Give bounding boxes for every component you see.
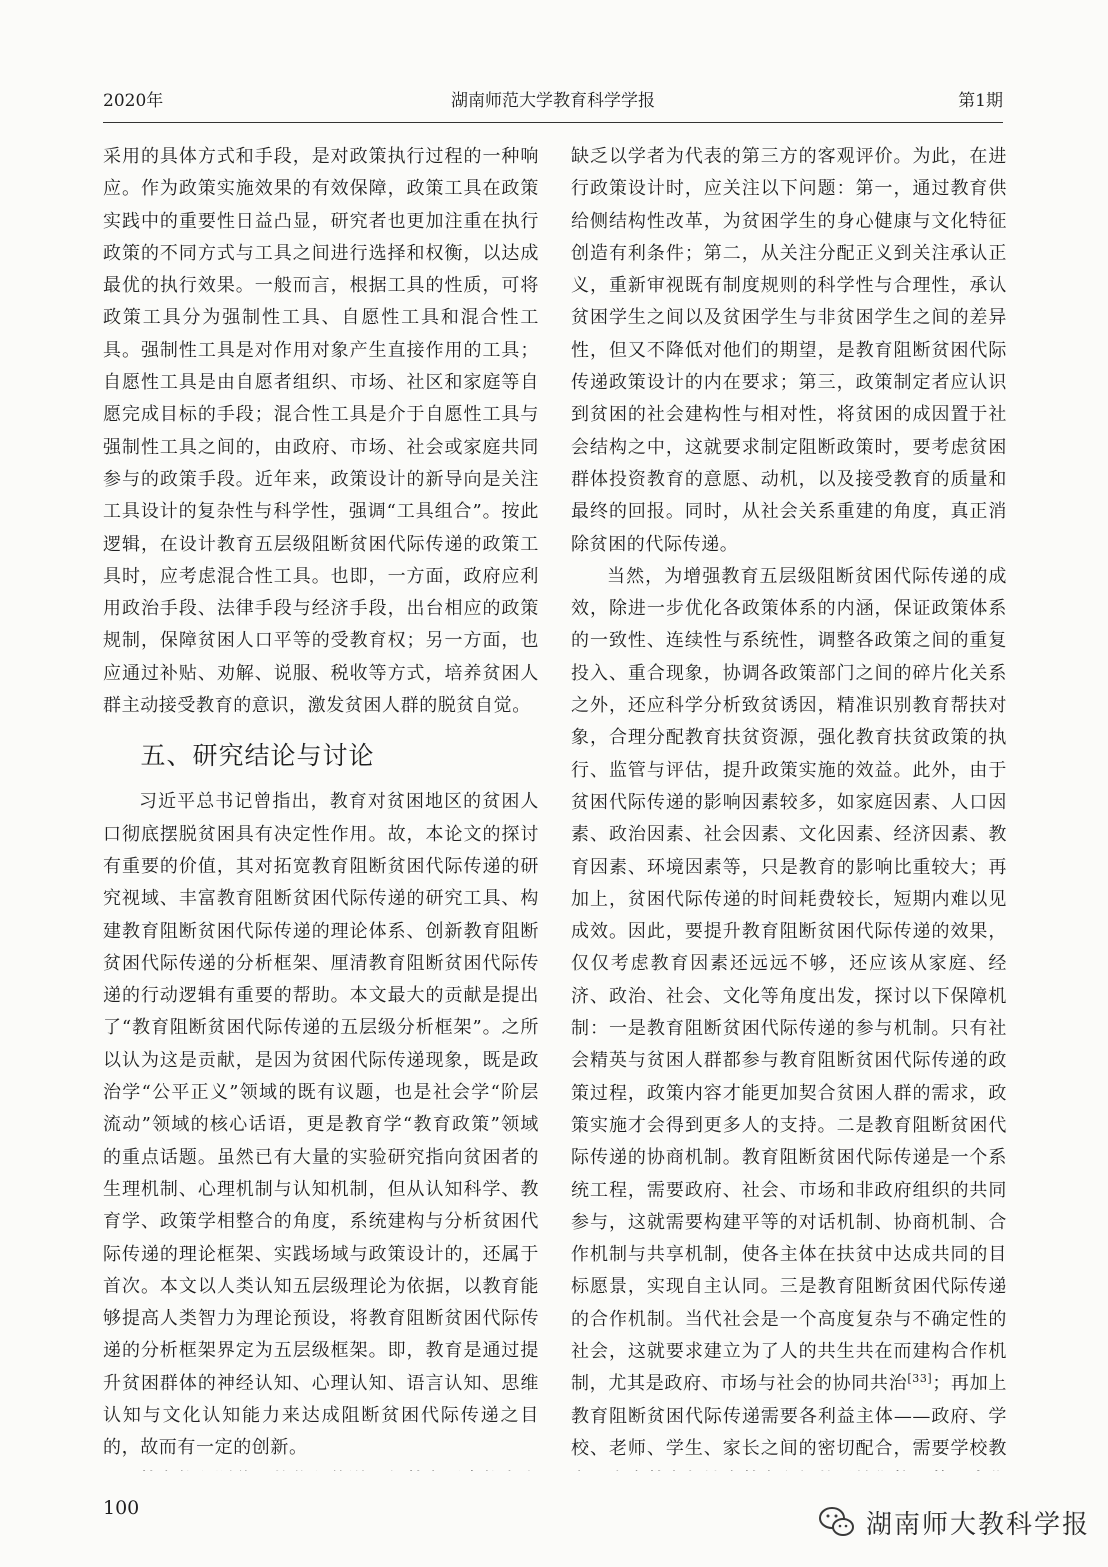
right-column (571, 141, 1007, 1471)
paragraph-policy-design: 缺乏以学者为代表的第三方的客观评价。为此，在进行政策设计时，应关注以下问题：第一，通过教育供给侧结构性改革，为贫困学生的身心健康与文化特征创造有利条件；第二，从关注分配正义到关注承认正义，重新审视既有制度规则的科学性与合理性，承认贫困学生之间以及贫困学生与非贫困学生之间的差异性，但又不降低对他们的期望，是教育阻断贫困代际传递政策设计的内在要求；第三，政策制定者应认识到贫困的社会建构性与相对性，将贫困的成因置于社会结构之中，这就要求制定阻断政策时，要考虑贫困群体投资教育的意愿、动机，以及接受教育的质量和最终的回报。同时，从社会关系重建的角度，真正消除贫困的代际传递。 (571, 146, 1007, 555)
header-year: 2020年 (103, 91, 164, 111)
paragraph-conclusion: 习近平总书记曾指出，教育对贫困地区的贫困人口彻底摆脱贫困具有决定性作用。故，本论文的探讨有重要的价值，其对拓宽教育阻断贫困代际传递的研究视域、丰富教育阻断贫困代际传递的研究工具、构建教育阻断贫困代际传递的理论体系、创新教育阻断贫困代际传递的分析框架、厘清教育阻断贫困代际传递的行动逻辑有重要的帮助。本文最大的贡献是提出了“教育阻断贫困代际传递的五层级分析框架”。之所以认为这是贡献，是因为贫困代际传递现象，既是政治学“公平正义”领域的既有议题，也是社会学“阶层流动”领域的核心话语，更是教育学“教育政策”领域的重点话题。虽然已有大量的实验研究指向贫困者的生理机制、心理机制与认知机制，但从认知科学、教育学、政策学相整合的角度，系统建构与分析贫困代际传递的理论框架、实践场域与政策设计的，还属于首次。本文以人类认知五层级理论为依据，以教育能够提高人类智力为理论预设，将教育阻断贫困代际传递的分析框架界定为五层级框架。即，教育是通过提升贫困群体的神经认知、心理认知、语言认知、思维认知与文化认知能力来达成阻断贫困代际传递之目的，故而有一定的创新。 (103, 791, 539, 1459)
watermark-text: 湖南师大教科学报 (866, 1509, 1091, 1540)
header-journal-title: 湖南师范大学教育科学学报 (451, 91, 655, 111)
header-issue: 第1期 (958, 91, 1003, 111)
paragraph-mechanisms (571, 561, 1007, 1471)
mechanisms-text-part2: ；再加上教育阻断贫困代际传递需要各利益主体——政府、学校、老师、学生、家长之间的密切配合，需要学校教 (571, 1373, 1007, 1459)
page-number: 100 (103, 1497, 140, 1519)
mechanisms-text-part1: 当然，为增强教育五层级阻断贫困代际传递的成效，除进一步优化各政策体系的内涵，保证政策体系的一致性、连续性与系统性，调整各政策之间的重复投入、重合现象，协调各政策部门之间的碎片化关系之外，还应科学分析致贫诱因，精准识别教育帮扶对象，合理分配教育扶贫资源，强化教育扶贫政策的执行、监管与评估，提升政策实施的效益。此外，由于贫困代际传递的影响因素较多，如家庭因素、人口因素、政治因素、社会因素、文化因素、经济因素、教育因素、环境因素等，只是教育的影响比重较大；再加上，贫困代际传递的时间耗费较长，短期内难以见成效。因此，要提升教育阻断贫困代际传递的效果，仅仅考虑教育因素还远远不够，还应该从家庭、经济、政治、社会、文化等角度出发，探讨以下保障机制：一是教育阻断贫困代际传递的参与机制。只有社会精英与贫困人群都参与教育阻断贫困代际传递的政策过程，政策内容才能更加契合贫困人群的需求，政策实施才会得到更多人的支持。二是教育阻断贫困代际传递的协商机制。教育阻断贫困代际传递是一个系统工程，需要政府、社会、市场和非政府组织的共同参与，这就需要构建平等的对话机制、协商机制、合作机制与共享机制，使各主体在扶贫中达成共同的目标愿景，实现自主认同。三是教育阻断贫困代际传递的合作机制。当代社会是一个高度复杂与不确定性的社会，这就要求建立为了人的共生共在而建构合作机制，尤其是政府、市场与社会的协同共治 (571, 565, 1007, 1395)
paragraph-policy-tools: 采用的具体方式和手段，是对政策执行过程的一种响应。作为政策实施效果的有效保障，政策工具在政策实践中的重要性日益凸显，研究者也更加注重在执行政策的不同方式与工具之间进行选择和权衡，以达成最优的执行效果。一般而言，根据工具的性质，可将政策工具分为强制性工具、自愿性工具和混合性工具。强制性工具是对作用对象产生直接作用的工具；自愿性工具是由自愿者组织、市场、社区和家庭等自愿完成目标的手段；混合性工具是介于自愿性工具与强制性工具之间的，由政府、市场、社会或家庭共同参与的政策手段。近年来，政策设计的新导向是关注工具设计的复杂性与科学性，强调“工具组合”。按此逻辑，在设计教育五层级阻断贫困代际传递的政策工具时，应考虑混合性工具。也即，一方面，政府应利用政治手段、法律手段与经济手段，出台相应的政策规制，保障贫困人口平等的受教育权；另一方面，也应通过补贴、劝解、说服、税收等方式，培养贫困人群主动接受教育的意识，激发贫困人群的脱贫自觉。 (103, 146, 539, 717)
running-header (103, 88, 1003, 114)
paragraph-evaluation (103, 1465, 539, 1471)
section-heading: 五、研究结论与讨论 (140, 741, 375, 771)
citation-ref[interactable]: [33] (907, 1372, 933, 1386)
wechat-icon (818, 1505, 856, 1539)
left-column (103, 141, 539, 1471)
watermark (818, 1502, 1090, 1542)
header-rule (103, 122, 1003, 123)
